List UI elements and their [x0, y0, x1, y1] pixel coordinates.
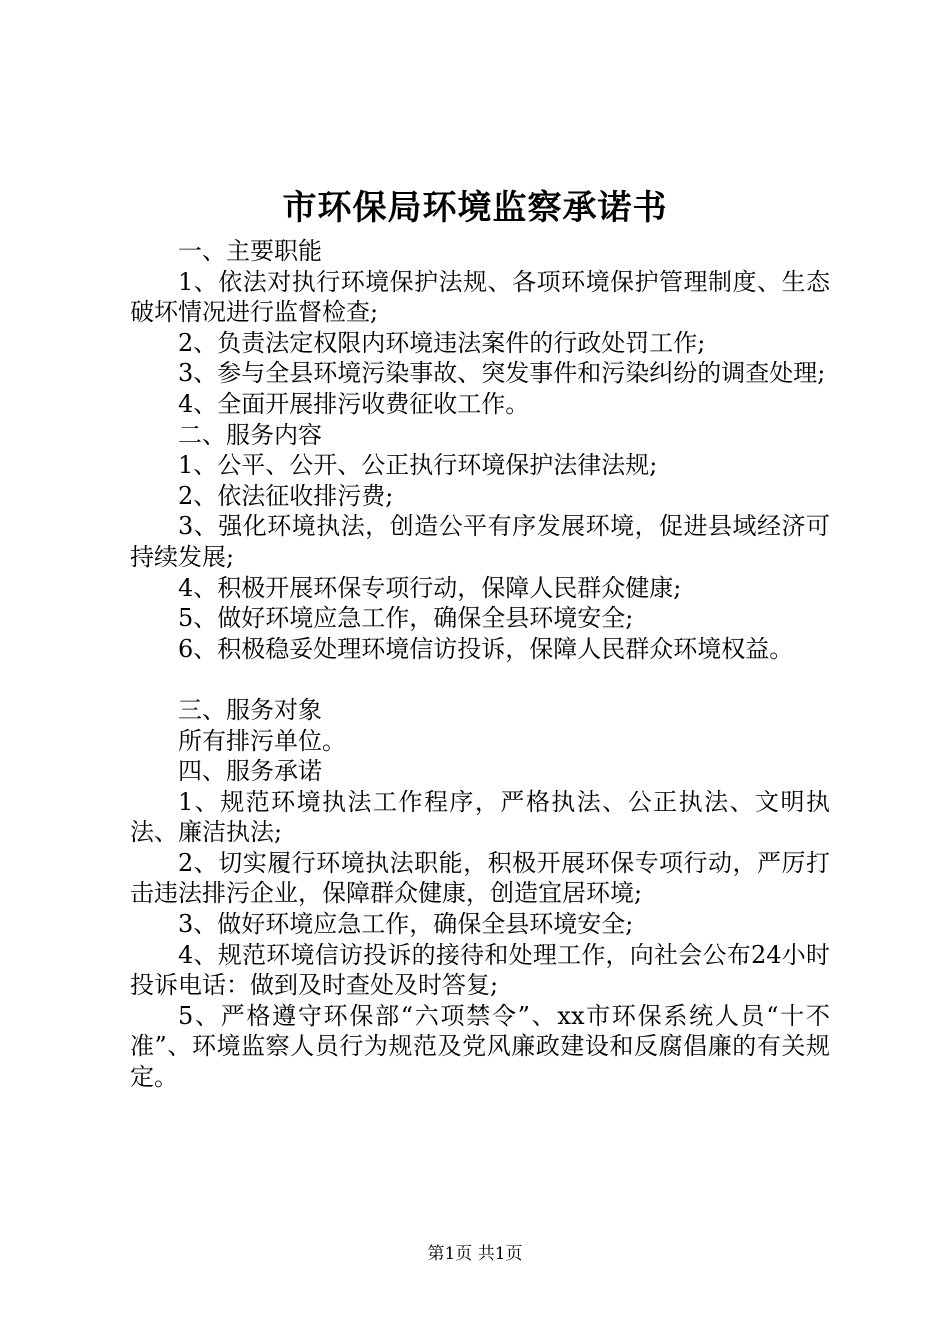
paragraph: 2、依法征收排污费; [178, 481, 394, 510]
paragraph: 3、参与全县环境污染事故、突发事件和污染纠纷的调查处理; [178, 359, 826, 388]
paragraph: 5、严格遵守环保部“六项禁令”、xx市环保系统人员“十不准”、环境监察人员行为规范及党风廉政建设和反腐倡廉的有关规定。 [130, 1001, 830, 1092]
paragraph: 2、负责法定权限内环境违法案件的行政处罚工作; [178, 328, 706, 357]
paragraph: 4、全面开展排污收费征收工作。 [178, 389, 530, 418]
blank-line [130, 664, 830, 695]
paragraph: 1、依法对执行环境保护法规、各项环境保护管理制度、生态破坏情况进行监督检查; [130, 267, 830, 327]
document-body [130, 236, 830, 1093]
section-heading-service-commitment: 四、服务承诺 [178, 757, 322, 786]
page-footer: 第1页 共1页 [427, 1244, 523, 1264]
paragraph: 1、公平、公开、公正执行环境保护法律法规; [178, 451, 658, 480]
paragraph: 2、切实履行环境执法职能，积极开展环保专项行动，严厉打击违法排污企业，保障群众健康，创造宜居环境; [130, 848, 830, 908]
paragraph: 所有排污单位。 [178, 726, 346, 755]
paragraph: 1、规范环境执法工作程序，严格执法、公正执法、文明执法、廉洁执法; [130, 787, 830, 847]
paragraph: 3、做好环境应急工作，确保全县环境安全; [178, 910, 634, 939]
section-heading-main-functions: 一、主要职能 [178, 237, 322, 265]
paragraph: 5、做好环境应急工作，确保全县环境安全; [178, 604, 634, 633]
paragraph: 6、积极稳妥处理环境信访投诉，保障人民群众环境权益。 [178, 634, 794, 663]
document-title: 市环保局环境监察承诺书 [282, 188, 668, 228]
section-heading-service-target: 三、服务对象 [178, 695, 322, 724]
section-heading-service-content: 二、服务内容 [178, 420, 322, 449]
paragraph: 4、积极开展环保专项行动，保障人民群众健康; [178, 573, 682, 602]
paragraph: 4、规范环境信访投诉的接待和处理工作，向社会公布24小时投诉电话：做到及时查处及时答复; [130, 940, 830, 1000]
paragraph: 3、强化环境执法，创造公平有序发展环境，促进县域经济可持续发展; [130, 512, 830, 571]
